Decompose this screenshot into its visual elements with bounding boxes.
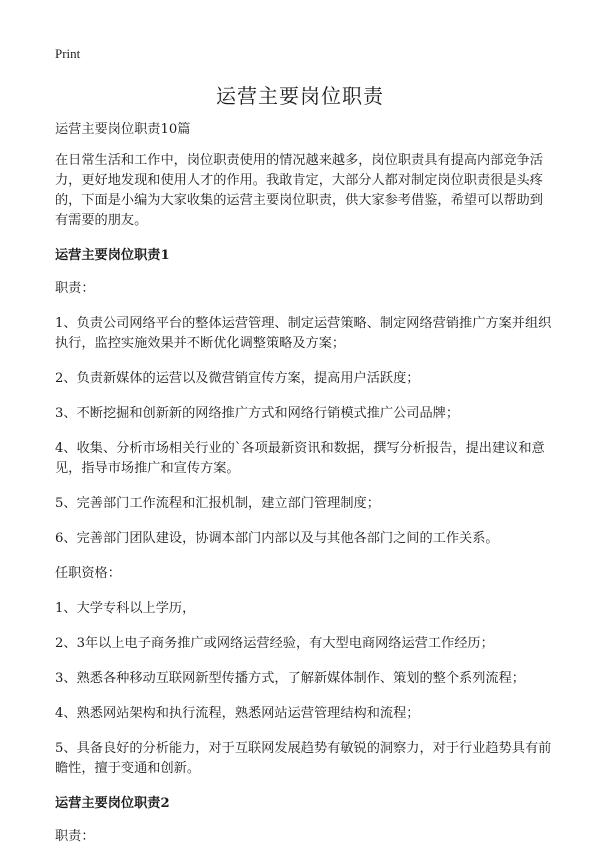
qualifications-label: 任职资格： <box>55 566 121 581</box>
duty-item-5: 5、完善部门工作流程和汇报机制，建立部门管理制度； <box>55 496 380 511</box>
duty-item-1: 1、负责公司网络平台的整体运营管理、制定运营策略、制定网络营销推广方案并组织执行，监控实施效果并不断优化调整策略及方案； <box>55 316 552 351</box>
duties-label-2: 职责： <box>55 829 95 844</box>
document-body <box>55 120 555 862</box>
section-heading-2: 运营主要岗位职责2 <box>55 796 170 811</box>
intro-paragraph: 在日常生活和工作中，岗位职责使用的情况越来越多，岗位职责具有提高内部竞争活力，更好地发现和使用人才的作用。我敢肯定，大部分人都对制定岗位职责很是头疼的，下面是小编为大家收集的运营主要岗位职责，供大家参考借鉴，希望可以帮助到有需要的朋友。 <box>55 153 543 228</box>
duties-label: 职责： <box>55 281 95 296</box>
qualification-item-4: 4、熟悉网站架构和执行流程，熟悉网站运营管理结构和流程； <box>55 706 420 721</box>
document-subtitle: 运营主要岗位职责10篇 <box>55 122 191 137</box>
document-title: 运营主要岗位职责 <box>216 84 384 108</box>
duty-item-3: 3、不断挖掘和创新新的网络推广方式和网络行销模式推广公司品牌； <box>55 406 460 421</box>
qualification-item-3: 3、熟悉各种移动互联网新型传播方式，了解新媒体制作、策划的整个系列流程； <box>55 671 525 686</box>
print-label: Print <box>55 46 81 61</box>
duty-item-4: 4、收集、分析市场相关行业的`各项最新资讯和数据，撰写分析报告，提出建议和意见，指导市场推广和宣传方案。 <box>55 441 545 476</box>
qualification-item-5: 5、具备良好的分析能力，对于互联网发展趋势有敏锐的洞察力，对于行业趋势具有前瞻性，擅于变通和创新。 <box>55 741 552 776</box>
qualification-item-2: 2、3年以上电子商务推广或网络运营经验，有大型电商网络运营工作经历； <box>55 636 494 651</box>
duty-item-2: 2、负责新媒体的运营以及微营销宣传方案，提高用户活跃度； <box>55 371 420 386</box>
section-heading-1: 运营主要岗位职责1 <box>55 248 170 263</box>
duty-item-6: 6、完善部门团队建设，协调本部门内部以及与其他各部门之间的工作关系。 <box>55 531 499 546</box>
qualification-item-1: 1、大学专科以上学历， <box>55 601 196 616</box>
